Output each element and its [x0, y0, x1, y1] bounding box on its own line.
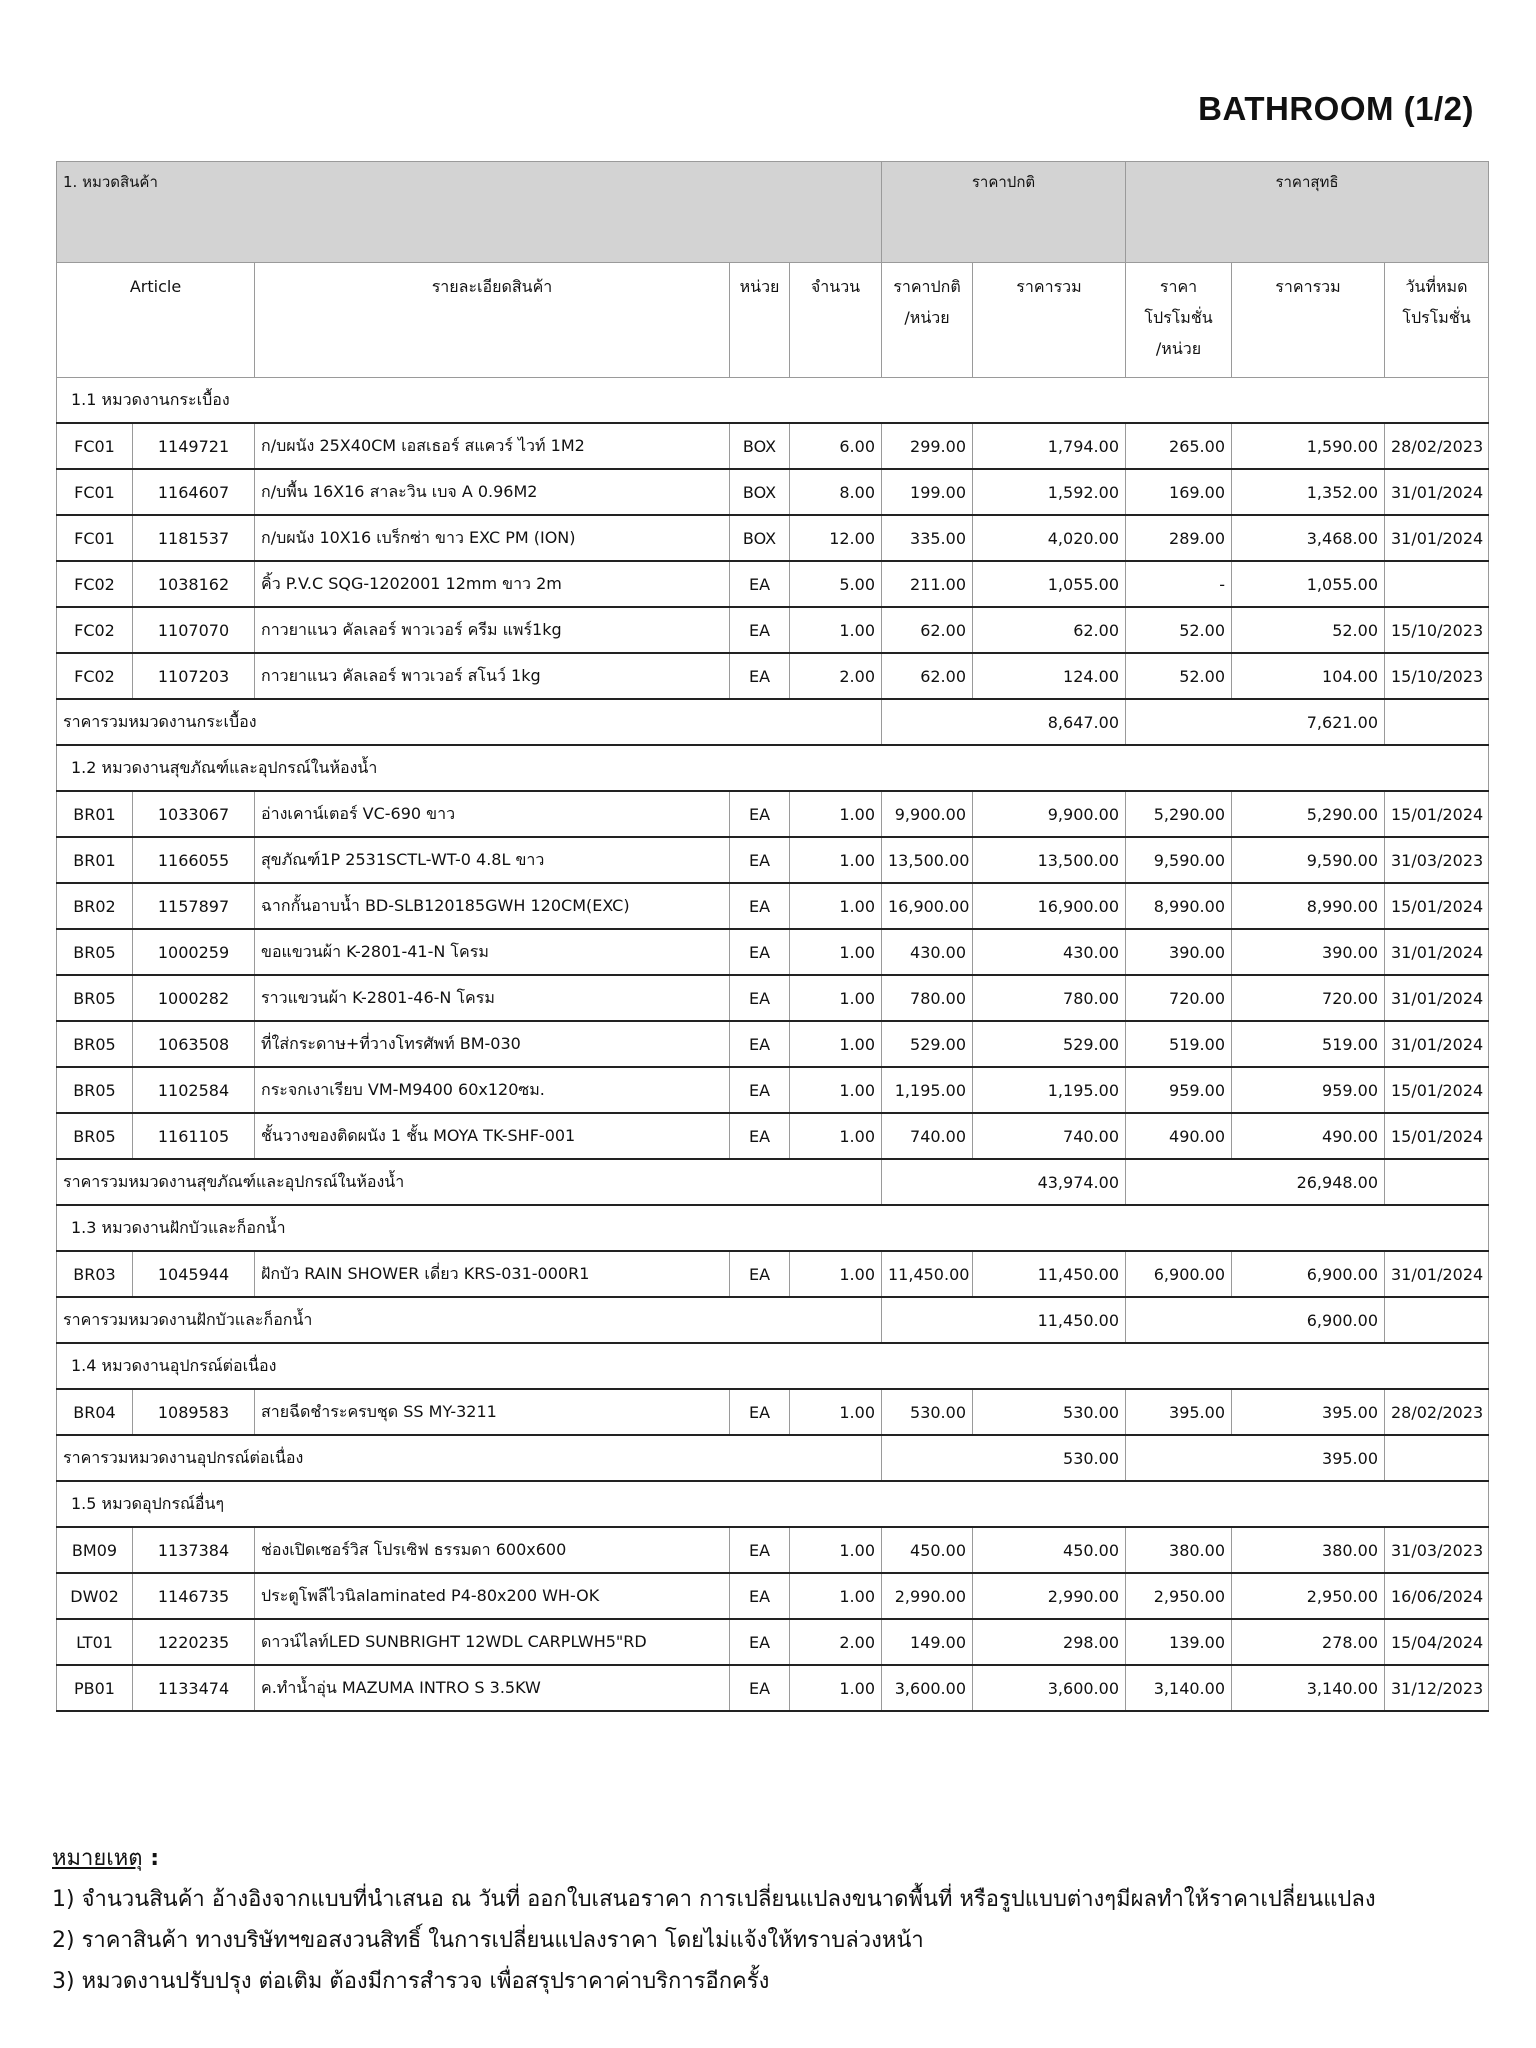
item-unit-price: 62.00 — [882, 653, 973, 699]
item-total: 1,055.00 — [973, 561, 1126, 607]
item-promo-total: 9,590.00 — [1232, 837, 1385, 883]
item-promo-end: 15/01/2024 — [1385, 1067, 1489, 1113]
col-article: Article — [57, 263, 255, 378]
note-line: 2) ราคาสินค้า ทางบริษัทฯขอสงวนสิทธิ์ ในการเปลี่ยนแปลงราคา โดยไม่แจ้งให้ทราบล่วงหน้า — [52, 1928, 924, 1953]
table-row — [57, 653, 1489, 699]
subtotal-net: 395.00 — [1126, 1435, 1385, 1481]
item-unit: BOX — [730, 423, 790, 469]
item-code: BR04 — [57, 1389, 133, 1435]
item-description: สายฉีดชำระครบชุด SS MY-3211 — [255, 1389, 730, 1435]
subtotal-label: ราคารวมหมวดงานอุปกรณ์ต่อเนื่อง — [57, 1435, 882, 1481]
table-row — [57, 1113, 1489, 1159]
page-title: BATHROOM (1/2) — [1198, 90, 1474, 127]
item-promo-end — [1385, 561, 1489, 607]
item-article: 1089583 — [133, 1389, 255, 1435]
table-row — [57, 607, 1489, 653]
col-promo-end — [1385, 263, 1489, 378]
col-promo-price-line3: /หน่วย — [1155, 339, 1202, 358]
item-promo-price: 6,900.00 — [1126, 1251, 1232, 1297]
col-description: รายละเอียดสินค้า — [255, 263, 730, 378]
col-total: ราคารวม — [973, 263, 1126, 378]
item-promo-price: 52.00 — [1126, 607, 1232, 653]
item-promo-end: 15/01/2024 — [1385, 791, 1489, 837]
item-description: ก/บผนัง 10X16 เบร็กซ่า ขาว EXC PM (ION) — [255, 515, 730, 561]
item-unit: EA — [730, 791, 790, 837]
item-description: ก/บพื้น 16X16 สาละวิน เบจ A 0.96M2 — [255, 469, 730, 515]
item-unit-price: 2,990.00 — [882, 1573, 973, 1619]
item-promo-price: 2,950.00 — [1126, 1573, 1232, 1619]
item-description: กระจกเงาเรียบ VM-M9400 60x120ซม. — [255, 1067, 730, 1113]
item-description: คิ้ว P.V.C SQG-1202001 12mm ขาว 2m — [255, 561, 730, 607]
category-row — [57, 1205, 1489, 1251]
item-article: 1166055 — [133, 837, 255, 883]
item-total: 13,500.00 — [973, 837, 1126, 883]
item-article: 1038162 — [133, 561, 255, 607]
item-quantity: 1.00 — [790, 1573, 882, 1619]
item-unit: EA — [730, 883, 790, 929]
item-article: 1045944 — [133, 1251, 255, 1297]
item-promo-end: 31/01/2024 — [1385, 1251, 1489, 1297]
category-title: 1.4 หมวดงานอุปกรณ์ต่อเนื่อง — [57, 1343, 1489, 1389]
subtotal-label: ราคารวมหมวดงานฝักบัวและก็อกน้ำ — [57, 1297, 882, 1343]
item-article: 1149721 — [133, 423, 255, 469]
col-unit: หน่วย — [730, 263, 790, 378]
item-promo-end: 15/01/2024 — [1385, 1113, 1489, 1159]
item-promo-end: 31/03/2023 — [1385, 837, 1489, 883]
item-article: 1146735 — [133, 1573, 255, 1619]
subtotal-normal: 11,450.00 — [882, 1297, 1126, 1343]
col-unit-price — [882, 263, 973, 378]
item-unit: BOX — [730, 515, 790, 561]
item-code: FC01 — [57, 469, 133, 515]
subtotal-normal: 43,974.00 — [882, 1159, 1126, 1205]
subtotal-normal: 530.00 — [882, 1435, 1126, 1481]
normal-price-header: ราคาปกติ — [882, 162, 1126, 263]
item-total: 740.00 — [973, 1113, 1126, 1159]
item-code: BR05 — [57, 975, 133, 1021]
subtotal-row — [57, 1297, 1489, 1343]
item-unit: EA — [730, 1067, 790, 1113]
item-promo-end: 15/04/2024 — [1385, 1619, 1489, 1665]
subtotal-empty — [1385, 1435, 1489, 1481]
table-row — [57, 837, 1489, 883]
notes-section — [52, 1838, 1376, 2002]
col-quantity: จำนวน — [790, 263, 882, 378]
item-promo-price: 9,590.00 — [1126, 837, 1232, 883]
item-code: PB01 — [57, 1665, 133, 1711]
item-description: ก/บผนัง 25X40CM เอสเธอร์ สแควร์ ไวท์ 1M2 — [255, 423, 730, 469]
item-promo-price: 289.00 — [1126, 515, 1232, 561]
item-unit: EA — [730, 607, 790, 653]
section-title: 1. หมวดสินค้า — [57, 162, 882, 263]
subtotal-label: ราคารวมหมวดงานสุขภัณฑ์และอุปกรณ์ในห้องน้ำ — [57, 1159, 882, 1205]
item-total: 780.00 — [973, 975, 1126, 1021]
item-article: 1133474 — [133, 1665, 255, 1711]
item-code: BR05 — [57, 1113, 133, 1159]
item-article: 1102584 — [133, 1067, 255, 1113]
item-unit-price: 3,600.00 — [882, 1665, 973, 1711]
item-unit: EA — [730, 561, 790, 607]
item-quantity: 1.00 — [790, 1067, 882, 1113]
table-row — [57, 883, 1489, 929]
item-promo-total: 52.00 — [1232, 607, 1385, 653]
item-description: ฉากกั้นอาบน้ำ BD-SLB120185GWH 120CM(EXC) — [255, 883, 730, 929]
item-article: 1000282 — [133, 975, 255, 1021]
item-code: FC02 — [57, 653, 133, 699]
item-quantity: 1.00 — [790, 1389, 882, 1435]
item-quantity: 8.00 — [790, 469, 882, 515]
item-promo-end: 31/12/2023 — [1385, 1665, 1489, 1711]
item-unit: BOX — [730, 469, 790, 515]
table-row — [57, 515, 1489, 561]
item-promo-total: 5,290.00 — [1232, 791, 1385, 837]
table-row — [57, 975, 1489, 1021]
item-unit-price: 149.00 — [882, 1619, 973, 1665]
item-promo-total: 519.00 — [1232, 1021, 1385, 1067]
item-description: สุขภัณฑ์1P 2531SCTL-WT-0 4.8L ขาว — [255, 837, 730, 883]
table-body — [57, 162, 1489, 1712]
item-promo-total: 2,950.00 — [1232, 1573, 1385, 1619]
item-quantity: 12.00 — [790, 515, 882, 561]
item-code: BR05 — [57, 1067, 133, 1113]
item-total: 11,450.00 — [973, 1251, 1126, 1297]
item-promo-price: 8,990.00 — [1126, 883, 1232, 929]
item-promo-total: 720.00 — [1232, 975, 1385, 1021]
item-promo-end: 15/10/2023 — [1385, 653, 1489, 699]
item-unit-price: 13,500.00 — [882, 837, 973, 883]
item-code: BR02 — [57, 883, 133, 929]
note-line: 1) จำนวนสินค้า อ้างอิงจากแบบที่นำเสนอ ณ วันที่ ออกใบเสนอราคา การเปลี่ยนแปลงขนาดพื้นที่ หรือรูปแบบต่างๆมีผลทำให้ราคาเปลี่ยนแปลง — [52, 1887, 1376, 1912]
column-header-row — [57, 263, 1489, 378]
col-promo-price — [1126, 263, 1232, 378]
category-title: 1.3 หมวดงานฝักบัวและก็อกน้ำ — [57, 1205, 1489, 1251]
item-promo-total: 490.00 — [1232, 1113, 1385, 1159]
item-promo-end: 31/03/2023 — [1385, 1527, 1489, 1573]
col-promo-end-line2: โปรโมชั่น — [1402, 308, 1471, 327]
item-code: BR05 — [57, 1021, 133, 1067]
table-row — [57, 791, 1489, 837]
item-description: ขอแขวนผ้า K-2801-41-N โครม — [255, 929, 730, 975]
item-promo-end: 31/01/2024 — [1385, 515, 1489, 561]
item-unit: EA — [730, 1619, 790, 1665]
item-article: 1107070 — [133, 607, 255, 653]
category-row — [57, 1343, 1489, 1389]
item-promo-total: 1,352.00 — [1232, 469, 1385, 515]
item-code: BR03 — [57, 1251, 133, 1297]
item-article: 1063508 — [133, 1021, 255, 1067]
item-description: กาวยาแนว คัลเลอร์ พาวเวอร์ ครีม แพร์1kg — [255, 607, 730, 653]
item-promo-total: 380.00 — [1232, 1527, 1385, 1573]
item-unit: EA — [730, 1665, 790, 1711]
item-description: ที่ใส่กระดาษ+ที่วางโทรศัพท์ BM-030 — [255, 1021, 730, 1067]
item-quantity: 1.00 — [790, 1251, 882, 1297]
item-promo-price: 5,290.00 — [1126, 791, 1232, 837]
item-quantity: 2.00 — [790, 1619, 882, 1665]
item-quantity: 1.00 — [790, 1113, 882, 1159]
item-unit-price: 335.00 — [882, 515, 973, 561]
item-code: BR01 — [57, 837, 133, 883]
subtotal-row — [57, 1159, 1489, 1205]
item-description: ราวแขวนผ้า K-2801-46-N โครม — [255, 975, 730, 1021]
item-promo-price: 959.00 — [1126, 1067, 1232, 1113]
item-promo-end: 31/01/2024 — [1385, 469, 1489, 515]
item-total: 2,990.00 — [973, 1573, 1126, 1619]
col-promo-price-line1: ราคา — [1159, 277, 1198, 296]
table-row — [57, 469, 1489, 515]
item-promo-total: 278.00 — [1232, 1619, 1385, 1665]
item-description: อ่างเคาน์เตอร์ VC-690 ขาว — [255, 791, 730, 837]
item-description: กาวยาแนว คัลเลอร์ พาวเวอร์ สโนว์ 1kg — [255, 653, 730, 699]
item-promo-price: 490.00 — [1126, 1113, 1232, 1159]
item-unit-price: 9,900.00 — [882, 791, 973, 837]
item-unit: EA — [730, 1251, 790, 1297]
item-promo-total: 395.00 — [1232, 1389, 1385, 1435]
item-promo-price: - — [1126, 561, 1232, 607]
item-promo-end: 28/02/2023 — [1385, 1389, 1489, 1435]
subtotal-net: 6,900.00 — [1126, 1297, 1385, 1343]
item-promo-price: 720.00 — [1126, 975, 1232, 1021]
table-row — [57, 1573, 1489, 1619]
item-promo-price: 139.00 — [1126, 1619, 1232, 1665]
item-promo-end: 15/01/2024 — [1385, 883, 1489, 929]
col-unit-price-line2: /หน่วย — [904, 308, 950, 327]
item-code: LT01 — [57, 1619, 133, 1665]
item-promo-total: 3,468.00 — [1232, 515, 1385, 561]
item-unit-price: 11,450.00 — [882, 1251, 973, 1297]
item-unit-price: 16,900.00 — [882, 883, 973, 929]
item-code: BR05 — [57, 929, 133, 975]
item-promo-total: 1,590.00 — [1232, 423, 1385, 469]
table-row — [57, 1251, 1489, 1297]
item-total: 1,195.00 — [973, 1067, 1126, 1113]
item-promo-price: 3,140.00 — [1126, 1665, 1232, 1711]
item-unit-price: 780.00 — [882, 975, 973, 1021]
table-row — [57, 1527, 1489, 1573]
table-row — [57, 1665, 1489, 1711]
item-promo-end: 31/01/2024 — [1385, 975, 1489, 1021]
item-unit-price: 199.00 — [882, 469, 973, 515]
item-code: BR01 — [57, 791, 133, 837]
subtotal-net: 7,621.00 — [1126, 699, 1385, 745]
item-code: FC02 — [57, 561, 133, 607]
item-unit: EA — [730, 837, 790, 883]
item-code: FC01 — [57, 423, 133, 469]
subtotal-row — [57, 699, 1489, 745]
table-row — [57, 423, 1489, 469]
category-row — [57, 745, 1489, 791]
table-row — [57, 929, 1489, 975]
table-row — [57, 1389, 1489, 1435]
item-promo-end: 16/06/2024 — [1385, 1573, 1489, 1619]
item-description: ฝักบัว RAIN SHOWER เดี่ยว KRS-031-000R1 — [255, 1251, 730, 1297]
item-unit-price: 529.00 — [882, 1021, 973, 1067]
item-unit-price: 430.00 — [882, 929, 973, 975]
item-total: 4,020.00 — [973, 515, 1126, 561]
item-article: 1000259 — [133, 929, 255, 975]
item-article: 1157897 — [133, 883, 255, 929]
item-total: 1,794.00 — [973, 423, 1126, 469]
item-total: 9,900.00 — [973, 791, 1126, 837]
item-quantity: 6.00 — [790, 423, 882, 469]
notes-title: หมายเหตุ — [52, 1846, 143, 1871]
item-unit: EA — [730, 929, 790, 975]
category-title: 1.1 หมวดงานกระเบื้อง — [57, 378, 1489, 424]
item-promo-price: 265.00 — [1126, 423, 1232, 469]
item-quantity: 2.00 — [790, 653, 882, 699]
table-row — [57, 1067, 1489, 1113]
item-promo-end: 28/02/2023 — [1385, 423, 1489, 469]
item-quantity: 1.00 — [790, 837, 882, 883]
item-unit: EA — [730, 1113, 790, 1159]
item-promo-price: 380.00 — [1126, 1527, 1232, 1573]
item-article: 1137384 — [133, 1527, 255, 1573]
notes-colon: : — [142, 1846, 160, 1871]
item-quantity: 1.00 — [790, 607, 882, 653]
subtotal-normal: 8,647.00 — [882, 699, 1126, 745]
category-row — [57, 378, 1489, 424]
item-total: 16,900.00 — [973, 883, 1126, 929]
item-unit-price: 299.00 — [882, 423, 973, 469]
net-price-header: ราคาสุทธิ — [1126, 162, 1489, 263]
item-article: 1107203 — [133, 653, 255, 699]
notes-heading — [52, 1838, 1376, 1879]
item-quantity: 1.00 — [790, 1665, 882, 1711]
quotation-table — [56, 161, 1489, 1712]
table-row — [57, 1021, 1489, 1067]
item-unit: EA — [730, 1527, 790, 1573]
category-title: 1.5 หมวดอุปกรณ์อื่นๆ — [57, 1481, 1489, 1527]
item-promo-price: 519.00 — [1126, 1021, 1232, 1067]
item-promo-total: 6,900.00 — [1232, 1251, 1385, 1297]
item-description: ดาวน์ไลท์LED SUNBRIGHT 12WDL CARPLWH5"RD — [255, 1619, 730, 1665]
item-unit-price: 530.00 — [882, 1389, 973, 1435]
item-unit: EA — [730, 653, 790, 699]
item-promo-total: 1,055.00 — [1232, 561, 1385, 607]
item-promo-end: 15/10/2023 — [1385, 607, 1489, 653]
table-row — [57, 1619, 1489, 1665]
subtotal-empty — [1385, 1159, 1489, 1205]
item-unit-price: 1,195.00 — [882, 1067, 973, 1113]
item-promo-total: 104.00 — [1232, 653, 1385, 699]
item-description: ชั้นวางของติดผนัง 1 ชั้น MOYA TK-SHF-001 — [255, 1113, 730, 1159]
item-total: 530.00 — [973, 1389, 1126, 1435]
item-total: 124.00 — [973, 653, 1126, 699]
section-header-row — [57, 162, 1489, 263]
item-total: 298.00 — [973, 1619, 1126, 1665]
category-row — [57, 1481, 1489, 1527]
item-description: ช่องเปิดเซอร์วิส โปรเซิฟ ธรรมดา 600x600 — [255, 1527, 730, 1573]
item-quantity: 1.00 — [790, 791, 882, 837]
item-article: 1033067 — [133, 791, 255, 837]
col-promo-end-line1: วันที่หมด — [1405, 277, 1468, 296]
item-unit: EA — [730, 1021, 790, 1067]
item-quantity: 1.00 — [790, 975, 882, 1021]
item-quantity: 1.00 — [790, 1021, 882, 1067]
item-code: FC02 — [57, 607, 133, 653]
item-article: 1161105 — [133, 1113, 255, 1159]
item-total: 450.00 — [973, 1527, 1126, 1573]
item-description: ประตูโพลีไวนิลlaminated P4-80x200 WH-OK — [255, 1573, 730, 1619]
item-promo-total: 3,140.00 — [1232, 1665, 1385, 1711]
item-promo-price: 169.00 — [1126, 469, 1232, 515]
item-code: FC01 — [57, 515, 133, 561]
item-unit-price: 740.00 — [882, 1113, 973, 1159]
item-total: 62.00 — [973, 607, 1126, 653]
subtotal-empty — [1385, 1297, 1489, 1343]
col-promo-price-line2: โปรโมชั่น — [1144, 308, 1213, 327]
item-article: 1164607 — [133, 469, 255, 515]
table-row — [57, 561, 1489, 607]
item-total: 430.00 — [973, 929, 1126, 975]
item-promo-price: 52.00 — [1126, 653, 1232, 699]
subtotal-empty — [1385, 699, 1489, 745]
category-title: 1.2 หมวดงานสุขภัณฑ์และอุปกรณ์ในห้องน้ำ — [57, 745, 1489, 791]
item-quantity: 1.00 — [790, 883, 882, 929]
item-total: 529.00 — [973, 1021, 1126, 1067]
item-promo-price: 390.00 — [1126, 929, 1232, 975]
item-unit: EA — [730, 1389, 790, 1435]
item-promo-total: 8,990.00 — [1232, 883, 1385, 929]
item-unit: EA — [730, 1573, 790, 1619]
item-unit: EA — [730, 975, 790, 1021]
item-article: 1181537 — [133, 515, 255, 561]
item-unit-price: 211.00 — [882, 561, 973, 607]
col-unit-price-line1: ราคาปกติ — [893, 277, 961, 296]
item-quantity: 1.00 — [790, 1527, 882, 1573]
item-description: ค.ทำน้ำอุ่น MAZUMA INTRO S 3.5KW — [255, 1665, 730, 1711]
item-total: 1,592.00 — [973, 469, 1126, 515]
item-promo-total: 390.00 — [1232, 929, 1385, 975]
item-code: BM09 — [57, 1527, 133, 1573]
item-article: 1220235 — [133, 1619, 255, 1665]
item-quantity: 1.00 — [790, 929, 882, 975]
item-code: DW02 — [57, 1573, 133, 1619]
subtotal-net: 26,948.00 — [1126, 1159, 1385, 1205]
item-promo-end: 31/01/2024 — [1385, 929, 1489, 975]
col-promo-total: ราคารวม — [1232, 263, 1385, 378]
item-promo-end: 31/01/2024 — [1385, 1021, 1489, 1067]
note-line: 3) หมวดงานปรับปรุง ต่อเติม ต้องมีการสำรวจ เพื่อสรุปราคาค่าบริการอีกครั้ง — [52, 1969, 770, 1994]
item-total: 3,600.00 — [973, 1665, 1126, 1711]
item-unit-price: 62.00 — [882, 607, 973, 653]
subtotal-label: ราคารวมหมวดงานกระเบื้อง — [57, 699, 882, 745]
subtotal-row — [57, 1435, 1489, 1481]
item-unit-price: 450.00 — [882, 1527, 973, 1573]
item-promo-price: 395.00 — [1126, 1389, 1232, 1435]
item-quantity: 5.00 — [790, 561, 882, 607]
item-promo-total: 959.00 — [1232, 1067, 1385, 1113]
